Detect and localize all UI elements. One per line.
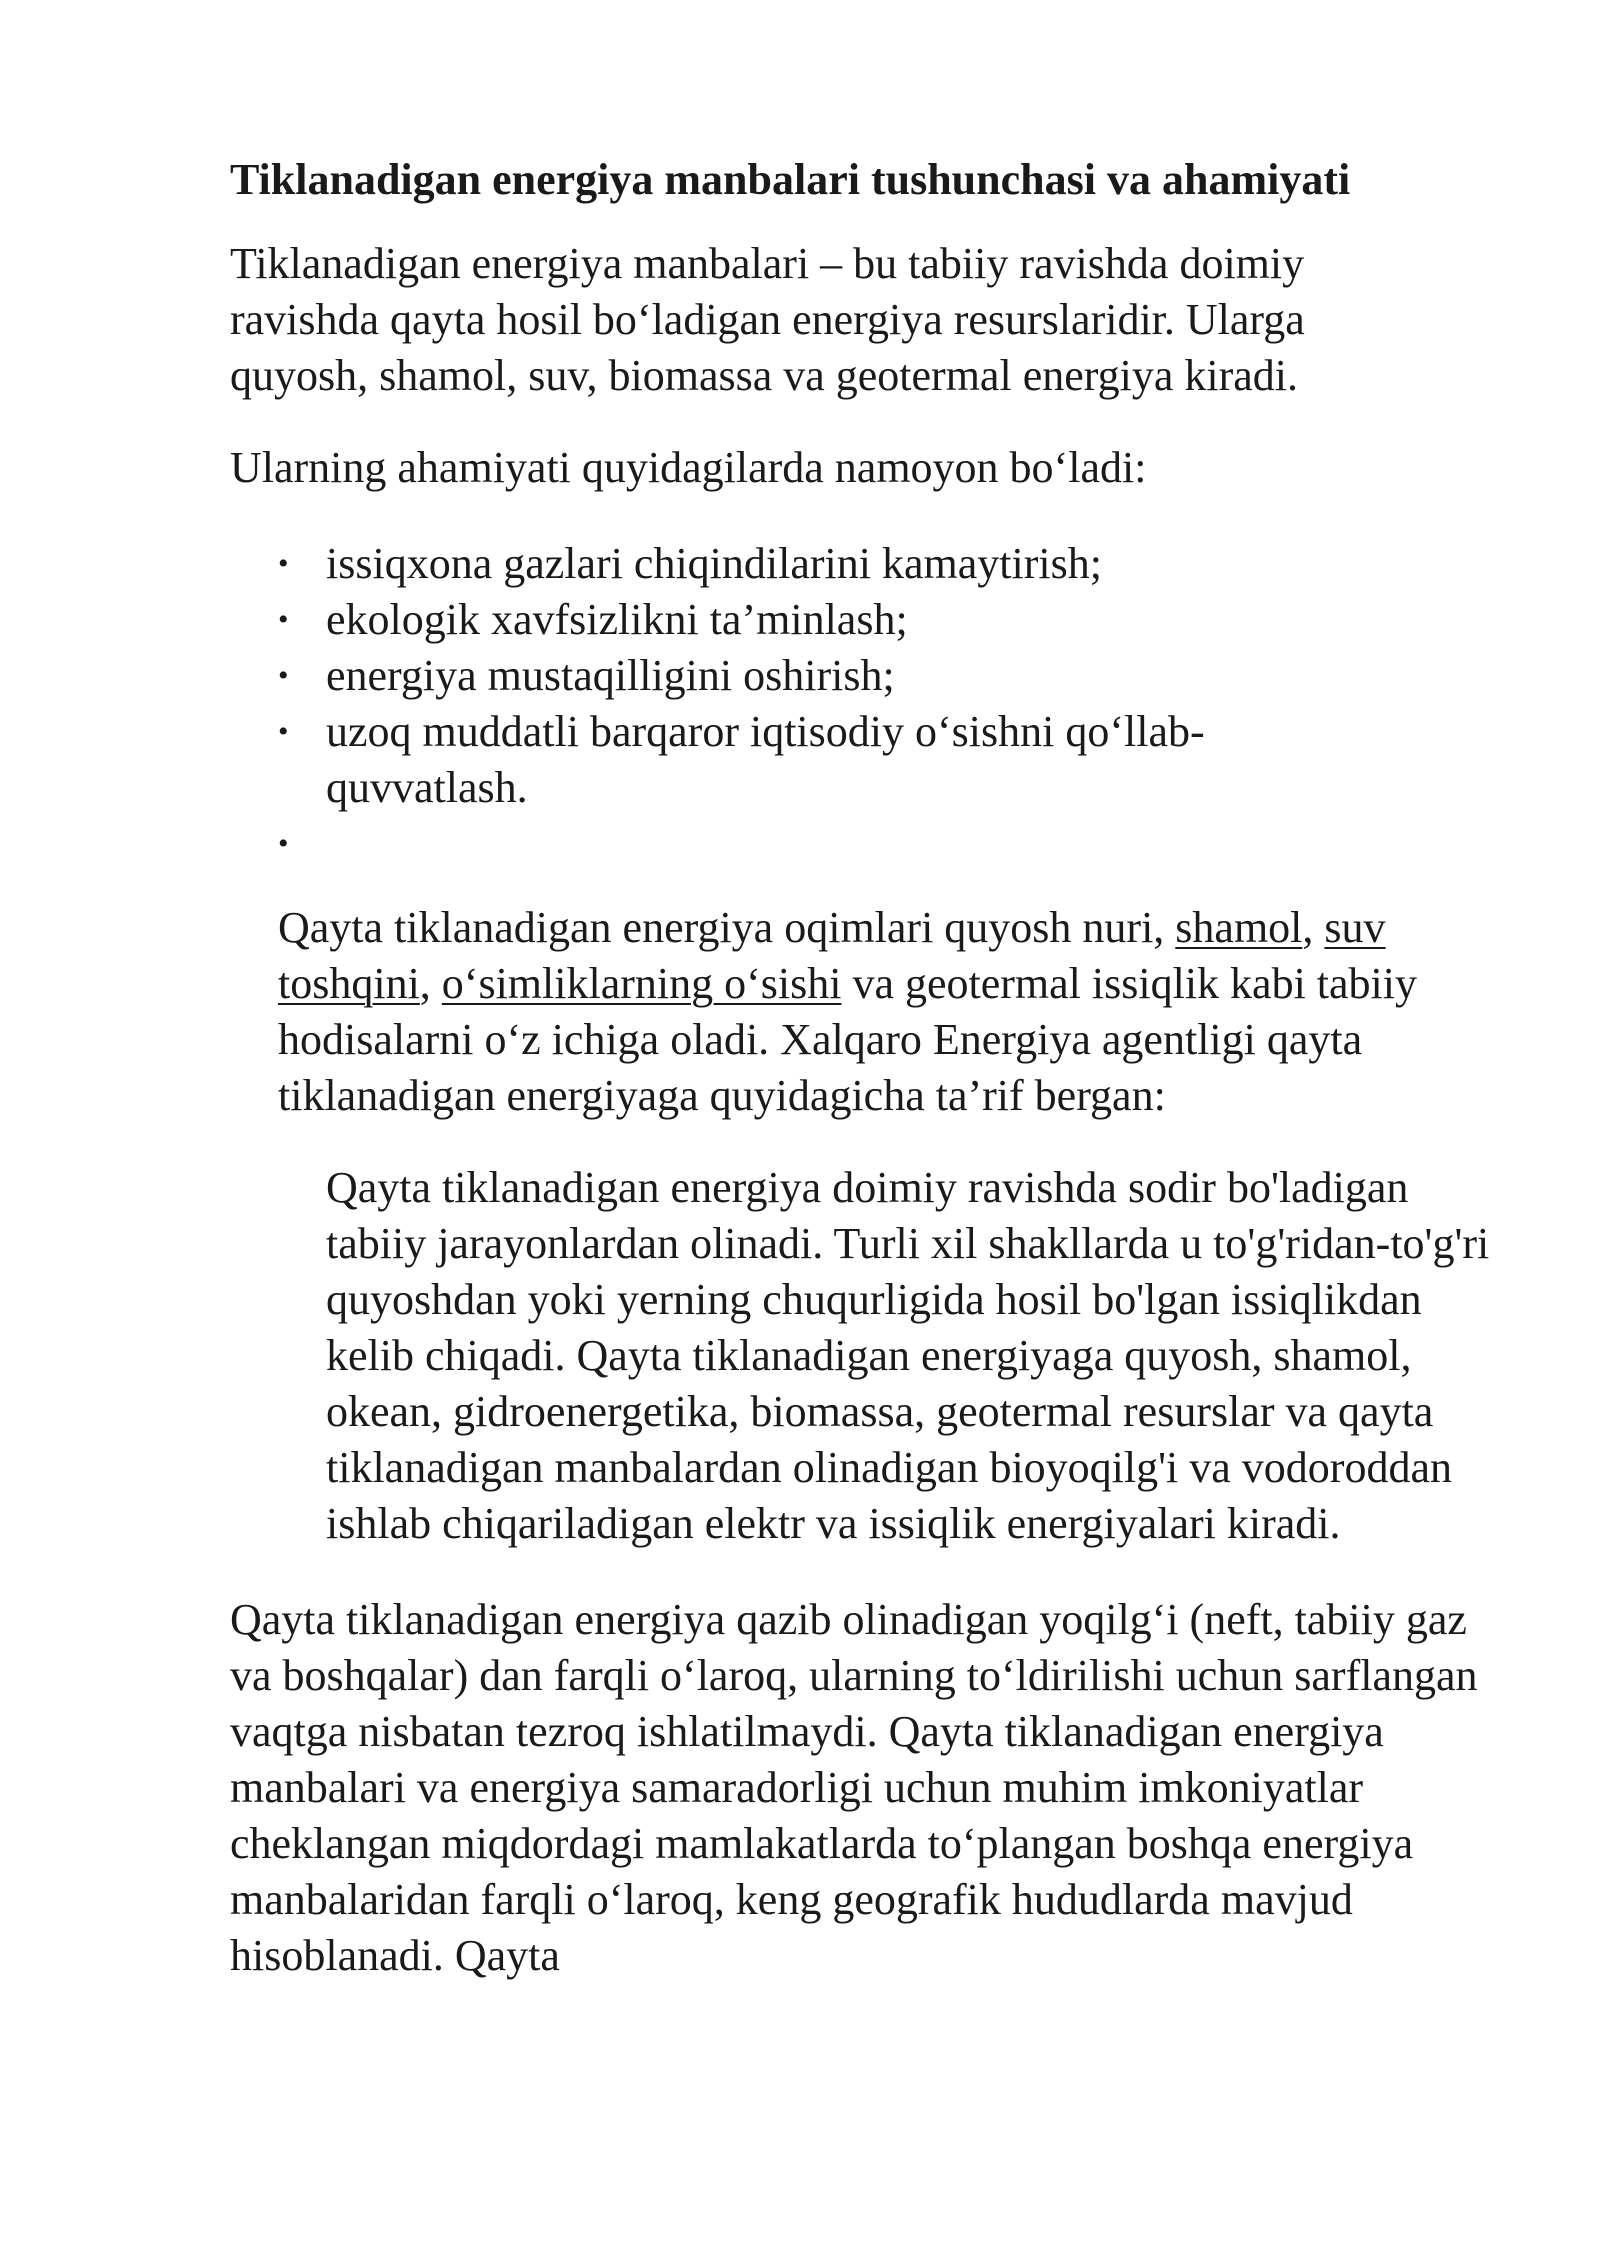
flows-text-before: Qayta tiklanadigan energiya oqimlari quyosh nuri,: [278, 903, 1176, 952]
bullet-icon: •: [278, 659, 289, 692]
list-item: [230, 536, 1326, 592]
lead-paragraph: Ularning ahamiyati quyidagilarda namoyon bo‘ladi:: [230, 443, 1147, 492]
list-item-text: energiya mustaqilligini oshirish;: [326, 651, 895, 700]
link-suv-toshqini[interactable]: suv toshqini: [278, 903, 1386, 1008]
flows-separator: ,: [1302, 903, 1325, 952]
bullet-icon: •: [278, 715, 289, 748]
bullet-icon: •: [278, 547, 289, 580]
blockquote: Qayta tiklanadigan energiya doimiy ravishda sodir bo'ladigan tabiiy jarayonlardan olinadi. Turli xil shakllarda u to'g'ridan-to'g'ri quyoshdan yoki yerning chuqurligida hosil bo'lgan issiqlikdan kelib chiqadi. Qayta tiklanadigan energiyaga quyosh, shamol, okean, gidroenergetika, biomassa, geotermal resurslar va qayta tiklanadigan manbalardan olinadigan bioyoqilg'i va vodoroddan ishlab chiqariladigan elektr va issiqlik energiyalari kiradi.: [326, 1163, 1490, 1548]
list-item-text: uzoq muddatli barqaror iqtisodiy o‘sishni qo‘llab-quvvatlash.: [326, 707, 1205, 812]
document-page: [230, 152, 1490, 1984]
importance-list: [230, 536, 1490, 876]
outro-paragraph: Qayta tiklanadigan energiya qazib olinadigan yoqilg‘i (neft, tabiiy gaz va boshqalar) dan farqli o‘laroq, ularning to‘ldirilishi uchun sarflangan vaqtga nisbatan tezroq ishlatilmaydi. Qayta tiklanadigan energiya manbalari va energiya samaradorligi uchun muhim imkoniyatlar cheklangan miqdordagi mamlakatlarda to‘plangan boshqa energiya manbalaridan farqli o‘laroq, keng geografik hududlarda mavjud hisoblanadi. Qayta: [230, 1595, 1478, 1980]
list-item-text: ekologik xavfsizlikni ta’minlash;: [326, 595, 908, 644]
intro-paragraph: Tiklanadigan energiya manbalari – bu tabiiy ravishda doimiy ravishda qayta hosil bo‘ladigan energiya resurslaridir. Ularga quyosh, shamol, suv, biomassa va geotermal energiya kiradi.: [230, 239, 1305, 400]
flows-paragraph: [278, 900, 1458, 1124]
link-shamol[interactable]: shamol: [1175, 903, 1303, 952]
document-title: Tiklanadigan energiya manbalari tushunchasi va ahamiyati: [230, 155, 1351, 204]
bullet-icon: •: [278, 827, 289, 860]
flows-text-after: va geotermal issiqlik kabi tabiiy hodisalarni o‘z ichiga oladi. Xalqaro Energiya agentligi qayta tiklanadigan energiyaga quyidagicha ta’rif bergan:: [278, 959, 1417, 1120]
list-item: [230, 648, 1326, 704]
bullet-icon: •: [278, 603, 289, 636]
link-osimliklarning-osishi[interactable]: o‘simliklarning o‘sishi: [441, 959, 842, 1008]
list-item-text: issiqxona gazlari chiqindilarini kamaytirish;: [326, 539, 1102, 588]
list-item: [230, 704, 1326, 816]
empty-list-item: [230, 816, 1326, 876]
flows-separator: ,: [419, 959, 442, 1008]
list-item: [230, 592, 1326, 648]
